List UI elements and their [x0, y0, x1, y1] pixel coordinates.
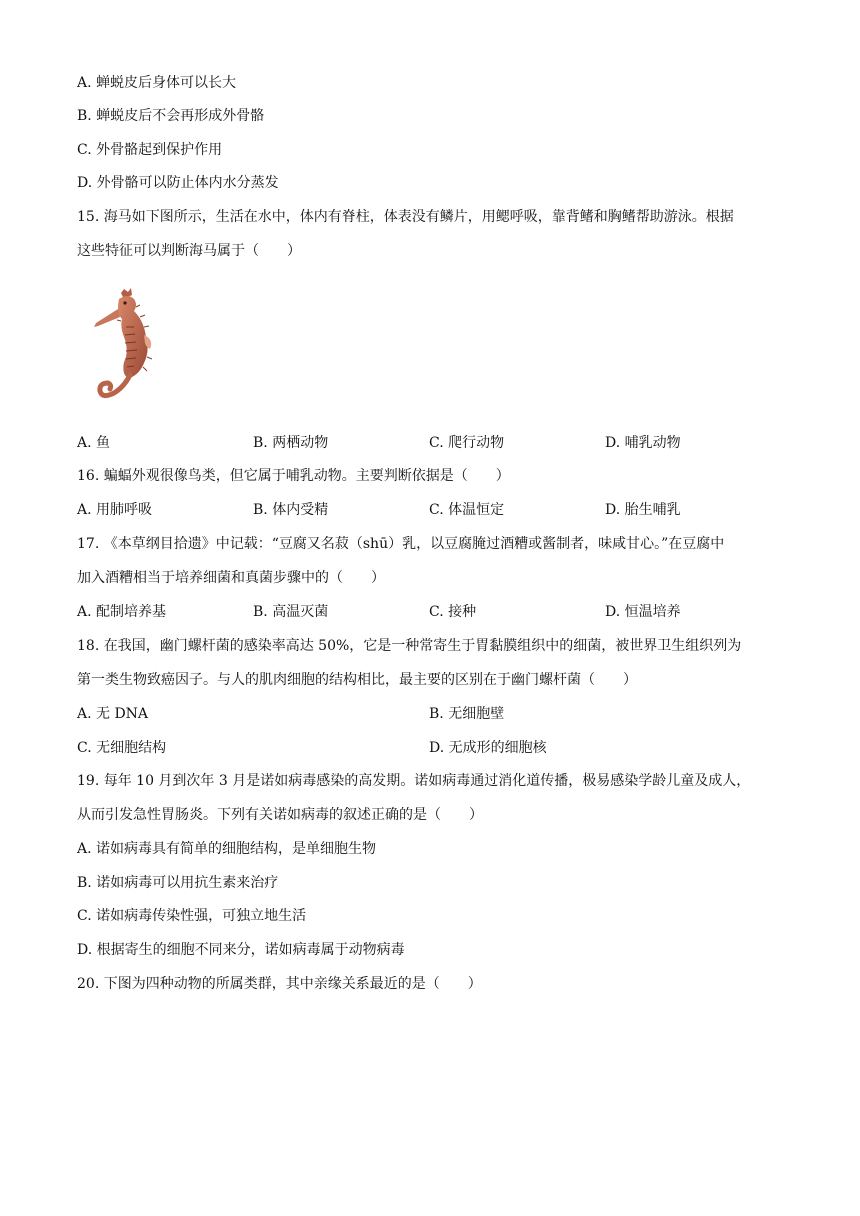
q15-option-d: D. 哺乳动物: [605, 435, 681, 451]
q20-stem-line1: 20. 下图为四种动物的所属类群，其中亲缘关系最近的是（ ）: [77, 976, 482, 992]
q16-option-b: B. 体内受精: [253, 502, 329, 518]
q17-option-b: B. 高温灭菌: [253, 604, 329, 620]
q18-options-row2: [77, 738, 797, 758]
q17-options-row: [77, 602, 797, 622]
q16-option-d: D. 胎生哺乳: [605, 502, 681, 518]
q15-stem-line1: 15. 海马如下图所示，生活在水中，体内有脊柱，体表没有鳞片，用鳃呼吸，靠背鳍和胸鳍帮助游泳。根据: [77, 209, 734, 225]
q19-option-b: B. 诺如病毒可以用抗生素来治疗: [77, 875, 279, 891]
q18-options-row1: [77, 704, 797, 724]
q18-stem-line1: 18. 在我国，幽门螺杆菌的感染率高达 50%，它是一种常寄生于胃黏膜组织中的细菌，被世界卫生组织列为: [77, 638, 742, 654]
q15-options-row: [77, 433, 797, 453]
q14-option-a: A. 蝉蜕皮后身体可以长大: [77, 75, 237, 91]
q17-stem-line1: 17. 《本草纲目拾遗》中记载：“豆腐又名菽（shū）乳，以豆腐腌过酒糟或酱制者，味咸甘心。”在豆腐中: [77, 536, 725, 552]
q14-option-d: D. 外骨骼可以防止体内水分蒸发: [77, 175, 279, 191]
q17-stem-line2: 加入酒糟相当于培养细菌和真菌步骤中的（ ）: [77, 570, 385, 586]
q16-stem-line1: 16. 蝙蝠外观很像鸟类，但它属于哺乳动物。主要判断依据是（ ）: [77, 468, 510, 484]
q18-option-b: B. 无细胞壁: [429, 706, 505, 722]
q16-option-a: A. 用肺呼吸: [77, 502, 153, 518]
q14-option-c: C. 外骨骼起到保护作用: [77, 142, 223, 158]
q14-option-b: B. 蝉蜕皮后不会再形成外骨骼: [77, 108, 265, 124]
q15-option-b: B. 两栖动物: [253, 435, 329, 451]
q19-stem-line1: 19. 每年 10 月到次年 3 月是诺如病毒感染的高发期。诺如病毒通过消化道传播，极易感染学龄儿童及成人，: [77, 773, 751, 789]
q19-option-c: C. 诺如病毒传染性强，可独立地生活: [77, 908, 307, 924]
q17-option-d: D. 恒温培养: [605, 604, 681, 620]
q18-option-c: C. 无细胞结构: [77, 740, 167, 756]
q19-option-d: D. 根据寄生的细胞不同来分，诺如病毒属于动物病毒: [77, 942, 405, 958]
q19-stem-line2: 从而引发急性胃肠炎。下列有关诺如病毒的叙述正确的是（ ）: [77, 807, 483, 823]
q18-option-d: D. 无成形的细胞核: [429, 740, 547, 756]
q15-stem-line2: 这些特征可以判断海马属于（ ）: [77, 243, 301, 259]
q15-option-a: A. 鱼: [77, 435, 111, 451]
q18-option-a: A. 无 DNA: [77, 706, 149, 722]
q16-option-c: C. 体温恒定: [429, 502, 505, 518]
q16-options-row: [77, 500, 797, 520]
q18-stem-line2: 第一类生物致癌因子。与人的肌肉细胞的结构相比，最主要的区别在于幽门螺杆菌（ ）: [77, 672, 637, 688]
seahorse-illustration-icon: [88, 287, 160, 409]
q19-option-a: A. 诺如病毒具有简单的细胞结构，是单细胞生物: [77, 841, 377, 857]
q15-option-c: C. 爬行动物: [429, 435, 505, 451]
q17-option-a: A. 配制培养基: [77, 604, 167, 620]
q17-option-c: C. 接种: [429, 604, 477, 620]
